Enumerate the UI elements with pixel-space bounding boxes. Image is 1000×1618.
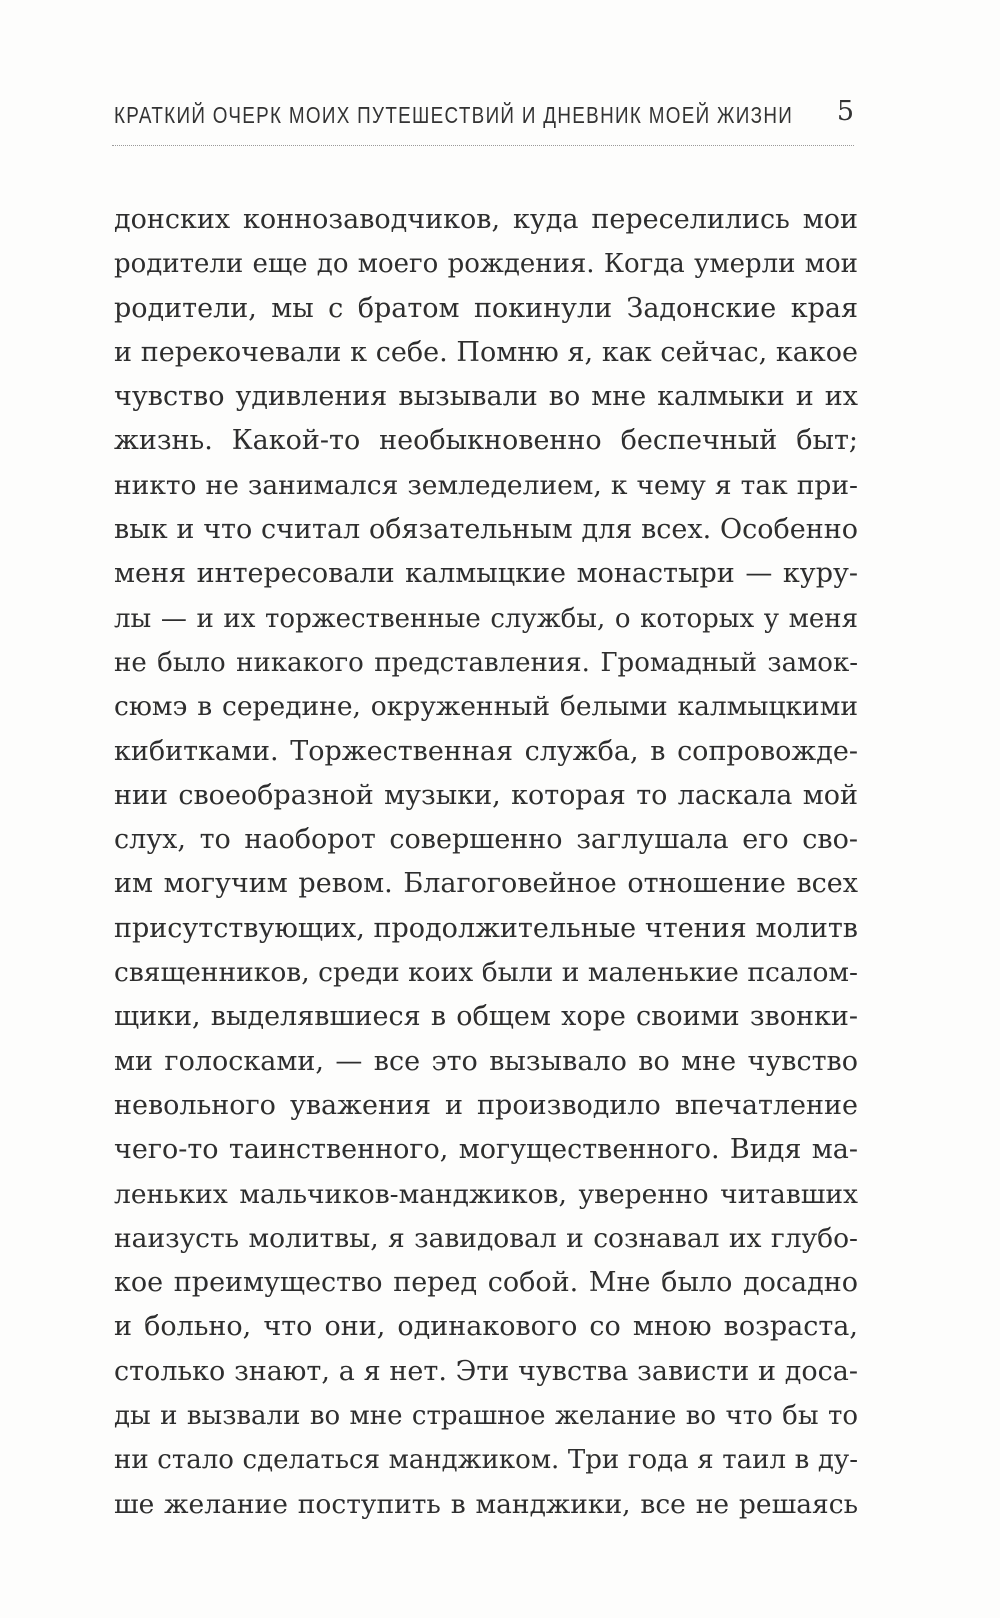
text-line: нии своеобразной музыки, которая то ласкала мой — [114, 779, 858, 811]
text-line: священников, среди коих были и маленькие псалом- — [114, 957, 858, 989]
page-number: 5 — [836, 96, 854, 127]
body-text — [114, 198, 858, 1527]
text-line: присутствующих, продолжительные чтения молитв — [114, 912, 858, 944]
text-line: и перекочевали к себе. Помню я, как сейчас, какое — [114, 336, 858, 368]
header-rule — [112, 145, 854, 146]
text-line: щики, выделявшиеся в общем хоре своими звонки- — [114, 1001, 858, 1033]
text-line: ды и вызвали во мне страшное желание во что бы то — [114, 1401, 858, 1432]
text-line: невольного уважения и производило впечатление — [114, 1089, 858, 1121]
text-line: леньких мальчиков-манджиков, уверенно читавших — [114, 1178, 858, 1210]
text-line: ше желание поступить в манджики, все не решаясь — [114, 1488, 858, 1520]
text-line: им могучим ревом. Благоговейное отношение всех — [114, 868, 858, 900]
text-line: жизнь. Какой-то необыкновенно беспечный быт; — [114, 425, 858, 457]
text-line: ни стало сделаться манджиком. Три года я таил в ду- — [114, 1445, 858, 1476]
text-line: чувство удивления вызывали во мне калмыки и их — [114, 381, 858, 413]
text-line: слух, то наоборот совершенно заглушала его сво- — [114, 824, 858, 856]
text-line: родители, мы с братом покинули Задонские края — [114, 292, 858, 324]
text-line: наизусть молитвы, я завидовал и сознавал их глубо- — [114, 1222, 858, 1254]
text-line: кое преимущество перед собой. Мне было досадно — [114, 1267, 858, 1299]
text-line: не было никакого представления. Громадный замок- — [114, 647, 858, 678]
text-line: никто не занимался земледелием, к чему я так при- — [114, 469, 858, 501]
text-line: и больно, что они, одинакового со мною возраста, — [114, 1311, 858, 1343]
text-line: вык и что считал обязательным для всех. Особенно — [114, 514, 858, 546]
text-line: столько знают, а я нет. Эти чувства зависти и доса- — [114, 1355, 858, 1387]
text-line: кибитками. Торжественная служба, в сопровожде- — [114, 735, 858, 767]
text-line: донских коннозаводчиков, куда переселились мои — [114, 204, 858, 235]
text-line: сюмэ в середине, окруженный белыми калмыцкими — [114, 691, 858, 723]
text-line: ми голосками, — все это вызывало во мне чувство — [114, 1045, 858, 1077]
running-title: КРАТКИЙ ОЧЕРК МОИХ ПУТЕШЕСТВИЙ И ДНЕВНИК МОЕЙ ЖИЗНИ — [114, 102, 794, 128]
text-line: чего-то таинственного, могущественного. Видя ма- — [114, 1134, 858, 1166]
text-line: меня интересовали калмыцкие монастыри — куру- — [114, 558, 858, 590]
running-head — [114, 96, 854, 140]
text-line: лы — и их торжественные службы, о которых у меня — [114, 603, 858, 634]
text-line: родители еще до моего рождения. Когда умерли мои — [114, 249, 858, 280]
